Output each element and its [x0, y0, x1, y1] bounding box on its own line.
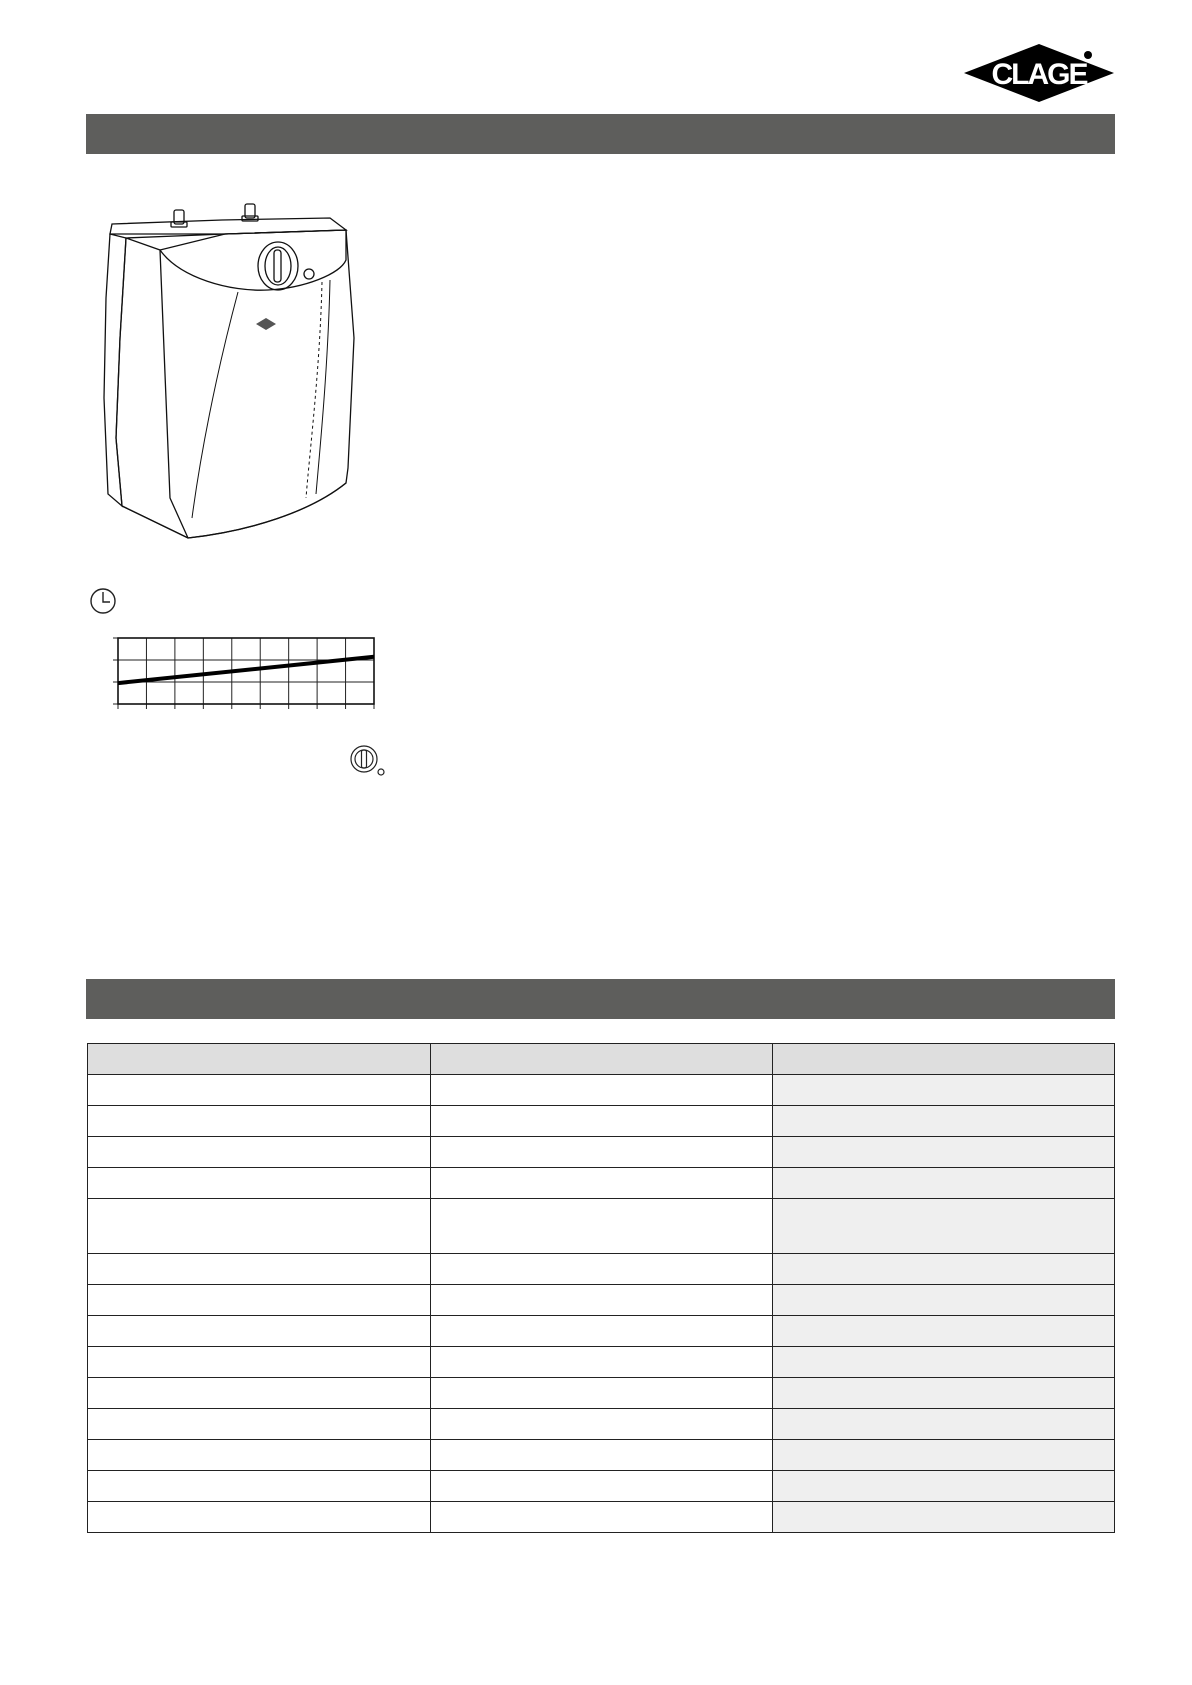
section-bar-product	[86, 114, 1115, 154]
table-row	[88, 1440, 1115, 1471]
table-row	[88, 1106, 1115, 1137]
table-row	[88, 1075, 1115, 1106]
table-row	[88, 1316, 1115, 1347]
table-cell	[88, 1440, 431, 1471]
table-cell	[431, 1075, 773, 1106]
table-cell	[773, 1106, 1115, 1137]
table-cell	[88, 1075, 431, 1106]
clage-logo-graphic	[964, 40, 1114, 102]
table-cell	[773, 1471, 1115, 1502]
table-cell	[88, 1316, 431, 1347]
table-row	[88, 1199, 1115, 1254]
table-cell	[88, 1254, 431, 1285]
heat-up-chart-svg	[110, 632, 382, 718]
table-row	[88, 1285, 1115, 1316]
table-cell	[431, 1378, 773, 1409]
table-cell	[88, 1378, 431, 1409]
table-row	[88, 1254, 1115, 1285]
table-cell	[773, 1440, 1115, 1471]
header-cell	[431, 1044, 773, 1075]
table-row	[88, 1471, 1115, 1502]
table-cell	[431, 1347, 773, 1378]
table-cell	[773, 1137, 1115, 1168]
clage-logo-text: CLAGE	[991, 58, 1087, 91]
table-cell	[88, 1409, 431, 1440]
clock-icon	[88, 586, 118, 616]
table-cell	[773, 1378, 1115, 1409]
water-heater-illustration	[100, 198, 400, 566]
table-cell	[88, 1106, 431, 1137]
table-cell	[431, 1440, 773, 1471]
table-cell	[431, 1137, 773, 1168]
table-cell	[431, 1409, 773, 1440]
series-line	[118, 657, 374, 683]
table-cell	[431, 1285, 773, 1316]
clage-logo	[964, 40, 1114, 102]
table-cell	[773, 1168, 1115, 1199]
table-row	[88, 1168, 1115, 1199]
table-row	[88, 1347, 1115, 1378]
table-row	[88, 1378, 1115, 1409]
table-cell	[773, 1199, 1115, 1254]
table-cell	[773, 1316, 1115, 1347]
table-cell	[88, 1471, 431, 1502]
spec-table-header	[88, 1044, 1115, 1075]
table-cell	[431, 1168, 773, 1199]
table-cell	[773, 1254, 1115, 1285]
table-cell	[88, 1502, 431, 1533]
table-cell	[431, 1254, 773, 1285]
heat-up-chart	[110, 632, 382, 718]
table-cell	[431, 1471, 773, 1502]
spec-table	[87, 1043, 1115, 1533]
table-cell	[88, 1168, 431, 1199]
table-cell	[88, 1199, 431, 1254]
table-cell	[773, 1347, 1115, 1378]
temperature-dial-icon	[348, 742, 388, 780]
table-cell	[431, 1199, 773, 1254]
table-cell	[773, 1075, 1115, 1106]
header-cell	[88, 1044, 431, 1075]
section-bar-technical-data	[86, 979, 1115, 1019]
table-row	[88, 1409, 1115, 1440]
table-row	[88, 1502, 1115, 1533]
table-cell	[773, 1409, 1115, 1440]
table-cell	[88, 1137, 431, 1168]
table-cell	[773, 1285, 1115, 1316]
header-cell	[773, 1044, 1115, 1075]
table-cell	[773, 1502, 1115, 1533]
table-cell	[88, 1285, 431, 1316]
table-cell	[88, 1347, 431, 1378]
table-cell	[431, 1106, 773, 1137]
table-cell	[431, 1316, 773, 1347]
table-row	[88, 1137, 1115, 1168]
table-cell	[431, 1502, 773, 1533]
